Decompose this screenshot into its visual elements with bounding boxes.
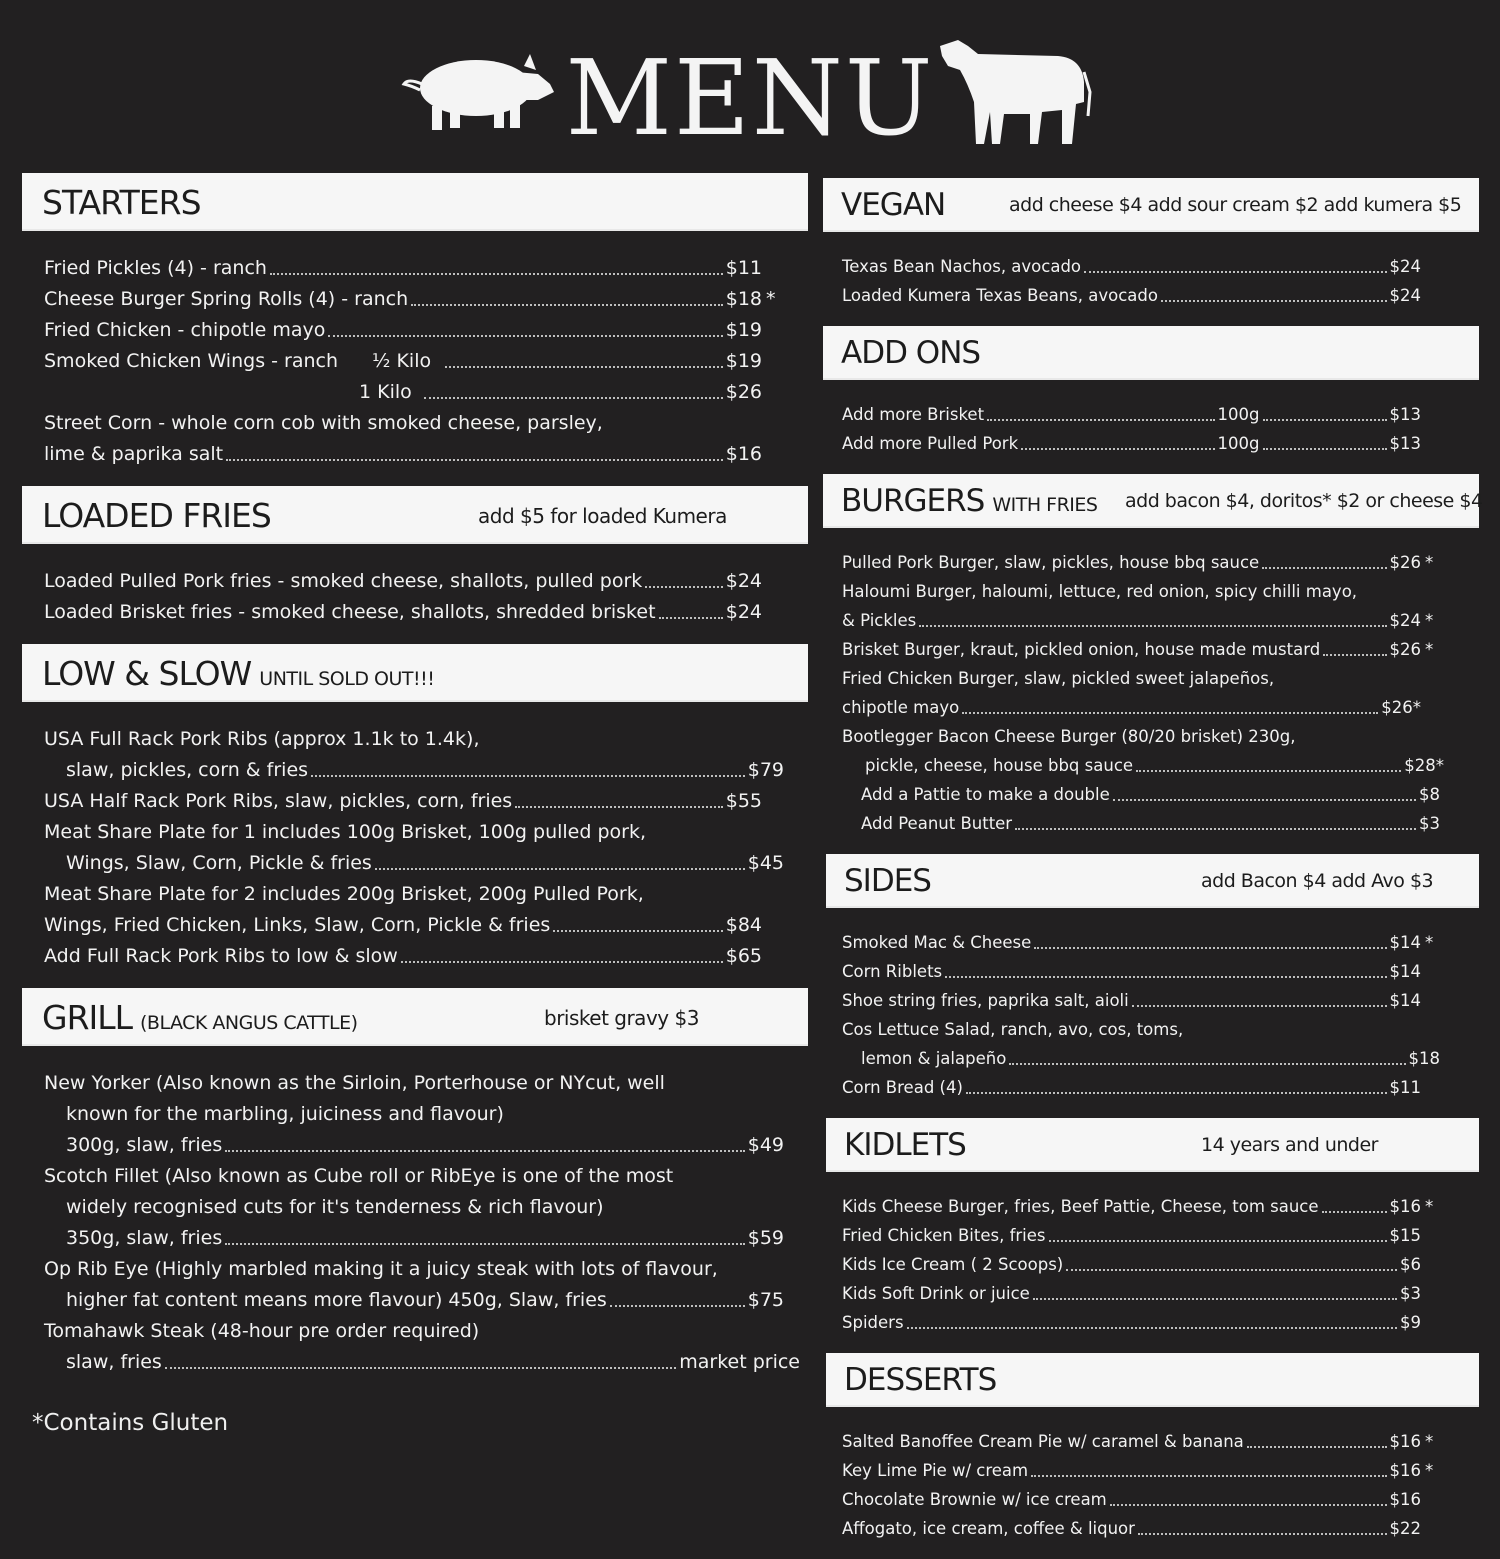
item-name: Add Full Rack Pork Ribs to low & slow	[44, 945, 398, 967]
menu-item	[22, 408, 778, 439]
section-starters	[22, 173, 808, 470]
item-price: $3	[1400, 1284, 1421, 1303]
item-price: $24	[1389, 286, 1421, 305]
item-list	[823, 1427, 1479, 1543]
section-banner	[823, 326, 1479, 380]
section-banner	[22, 486, 808, 544]
leader-dots	[645, 586, 722, 588]
item-name: Kids Ice Cream ( 2 Scoops)	[842, 1255, 1064, 1274]
menu-item	[22, 284, 778, 315]
item-list	[823, 252, 1479, 310]
item-name: Key Lime Pie w/ cream	[842, 1461, 1029, 1480]
item-list	[22, 1068, 808, 1378]
item-name: & Pickles	[842, 611, 917, 630]
item-name: Kids Cheese Burger, fries, Beef Pattie, Cheese, tom sauce	[842, 1197, 1319, 1216]
menu-item	[823, 986, 1437, 1015]
item-price: $24	[1389, 611, 1421, 630]
leader-dots	[987, 419, 1214, 421]
leader-dots	[1323, 654, 1386, 656]
item-name: chipotle mayo	[842, 698, 960, 717]
item-price: $13	[1389, 405, 1421, 424]
item-price: $8	[1419, 785, 1440, 804]
menu-item	[823, 635, 1437, 664]
item-list	[22, 253, 808, 470]
item-price: $26	[1389, 640, 1421, 659]
section-note: 14 years and under	[1201, 1134, 1378, 1156]
section-title: LOADED FRIES	[42, 496, 271, 535]
section-loaded-fries	[22, 486, 808, 628]
menu-item	[823, 606, 1437, 635]
menu-item	[823, 957, 1437, 986]
leader-dots	[1161, 300, 1387, 302]
item-quantity: 100g	[1217, 434, 1260, 453]
item-name: lemon & jalapeño	[861, 1049, 1007, 1068]
menu-item	[823, 1192, 1437, 1221]
leader-dots	[445, 366, 723, 368]
item-name: Shoe string fries, paprika salt, aioli	[842, 991, 1129, 1010]
item-name: Add more Brisket	[842, 405, 985, 424]
section-banner	[22, 988, 808, 1046]
menu-item	[823, 1279, 1437, 1308]
menu-item	[22, 724, 778, 755]
leader-dots	[225, 1243, 745, 1245]
item-name: Loaded Kumera Texas Beans, avocado	[842, 286, 1158, 305]
item-name: Meat Share Plate for 2 includes 200g Brisket, 200g Pulled Pork,	[44, 883, 644, 905]
item-name: known for the marbling, juiciness and flavour)	[66, 1103, 504, 1125]
section-subtitle: (BLACK ANGUS CATTLE)	[140, 1012, 358, 1034]
leader-dots	[553, 930, 722, 932]
item-price: $18	[725, 288, 762, 310]
menu-item	[823, 722, 1437, 751]
section-grill	[22, 988, 808, 1378]
menu-item	[22, 817, 778, 848]
item-price: $24	[725, 601, 762, 623]
item-quantity: ½ Kilo	[372, 350, 432, 372]
item-price: $16	[1389, 1461, 1421, 1480]
menu-item	[22, 1099, 800, 1130]
pig-icon	[398, 44, 558, 134]
menu-item	[22, 597, 778, 628]
menu-item	[823, 1044, 1456, 1073]
item-name: pickle, cheese, house bbq sauce	[865, 756, 1134, 775]
item-name: New Yorker (Also known as the Sirloin, Porterhouse or NYcut, well	[44, 1072, 665, 1094]
section-banner	[826, 1353, 1479, 1407]
item-price: $11	[1389, 1078, 1421, 1097]
item-list	[823, 400, 1479, 458]
section-title: ADD ONS	[841, 335, 981, 371]
item-price: $3	[1419, 814, 1440, 833]
item-name: Op Rib Eye (Highly marbled making it a juicy steak with lots of flavour,	[44, 1258, 718, 1280]
item-name: slaw, pickles, corn & fries	[66, 759, 309, 781]
section-note: brisket gravy $3	[544, 1006, 699, 1030]
item-list	[22, 724, 808, 972]
item-price: $15	[1389, 1226, 1421, 1245]
section-note: add bacon $4, doritos* $2 or cheese $4	[1125, 490, 1483, 512]
menu-item	[22, 786, 778, 817]
gluten-star: *	[1425, 1461, 1434, 1480]
item-name: Wings, Slaw, Corn, Pickle & fries	[66, 852, 372, 874]
menu-item	[22, 1192, 800, 1223]
leader-dots	[311, 775, 745, 777]
item-name: 350g, slaw, fries	[66, 1227, 223, 1249]
section-title: STARTERS	[42, 183, 201, 222]
item-price: $6	[1400, 1255, 1421, 1274]
item-price: $55	[725, 790, 762, 812]
item-list	[823, 1192, 1479, 1337]
section-title: BURGERS	[841, 483, 985, 519]
item-list	[823, 928, 1479, 1102]
leader-dots	[1031, 1475, 1386, 1477]
section-kidlets	[823, 1118, 1479, 1337]
leader-dots	[1136, 770, 1401, 772]
gluten-star: *	[1425, 1197, 1434, 1216]
menu-item	[22, 941, 778, 972]
gluten-footnote: *Contains Gluten	[32, 1410, 229, 1436]
leader-dots	[1110, 1504, 1387, 1506]
item-name: Bootlegger Bacon Cheese Burger (80/20 brisket) 230g,	[842, 727, 1296, 746]
item-name: Add a Pattie to make a double	[861, 785, 1110, 804]
menu-item	[823, 809, 1456, 838]
item-price: $26*	[1381, 698, 1421, 717]
menu-item	[22, 346, 778, 377]
section-burgers	[823, 474, 1483, 838]
leader-dots	[1322, 1211, 1387, 1213]
section-banner	[826, 854, 1479, 908]
section-banner	[22, 173, 808, 231]
menu-item	[22, 1130, 800, 1161]
section-title: DESSERTS	[844, 1362, 997, 1398]
leader-dots	[1113, 799, 1416, 801]
menu-item	[823, 400, 1437, 429]
menu-item	[22, 1068, 778, 1099]
item-price: $13	[1389, 434, 1421, 453]
menu-item	[823, 281, 1437, 310]
section-title: GRILL	[42, 998, 133, 1037]
menu-item	[22, 1347, 800, 1378]
item-price: $22	[1389, 1519, 1421, 1538]
item-name: Haloumi Burger, haloumi, lettuce, red onion, spicy chilli mayo,	[842, 582, 1358, 601]
leader-dots	[165, 1367, 676, 1369]
item-name: 300g, slaw, fries	[66, 1134, 223, 1156]
item-price: $79	[747, 759, 784, 781]
section-add-ons	[823, 326, 1479, 458]
section-note: add cheese $4 add sour cream $2 add kumera $5	[1009, 194, 1462, 216]
item-name: Add Peanut Butter	[861, 814, 1013, 833]
menu-item	[823, 548, 1437, 577]
menu-item	[823, 1308, 1437, 1337]
item-price: $14	[1389, 991, 1421, 1010]
menu-item	[823, 1250, 1437, 1279]
item-name: lime & paprika salt	[44, 443, 224, 465]
leader-dots	[401, 961, 723, 963]
right-column	[823, 173, 1483, 1559]
menu-item	[823, 1221, 1437, 1250]
menu-item	[22, 879, 778, 910]
menu-item	[22, 439, 778, 470]
menu-item	[22, 1285, 800, 1316]
section-low-slow	[22, 644, 808, 972]
item-price: $16	[725, 443, 762, 465]
section-note: add Bacon $4 add Avo $3	[1201, 870, 1434, 892]
item-price: $16	[1389, 1490, 1421, 1509]
menu-item	[823, 693, 1437, 722]
menu-item	[22, 1254, 778, 1285]
item-name: Cos Lettuce Salad, ranch, avo, cos, toms,	[842, 1020, 1184, 1039]
item-quantity: 100g	[1217, 405, 1260, 424]
leader-dots	[966, 1092, 1387, 1094]
section-subtitle: WITH FRIES	[992, 494, 1098, 516]
item-price: $19	[725, 350, 762, 372]
leader-dots	[1263, 419, 1387, 421]
leader-dots	[610, 1305, 745, 1307]
leader-dots	[1049, 1240, 1387, 1242]
leader-dots	[1066, 1269, 1397, 1271]
leader-dots	[919, 625, 1386, 627]
menu-item	[22, 1316, 778, 1347]
item-price: $14	[1389, 933, 1421, 952]
section-sides	[823, 854, 1479, 1102]
item-price: $65	[725, 945, 762, 967]
item-name: Brisket Burger, kraut, pickled onion, house made mustard	[842, 640, 1321, 659]
menu-item	[823, 664, 1437, 693]
menu-item	[823, 780, 1456, 809]
cow-icon	[938, 32, 1098, 152]
leader-dots	[907, 1327, 1397, 1329]
item-price: $49	[747, 1134, 784, 1156]
menu-title: MENU	[565, 37, 935, 159]
menu-item	[823, 751, 1460, 780]
leader-dots	[1034, 947, 1386, 949]
gluten-star: *	[1425, 611, 1434, 630]
leader-dots	[1138, 1533, 1387, 1535]
menu-item	[22, 910, 778, 941]
item-name: Loaded Brisket fries - smoked cheese, shallots, shredded brisket	[44, 601, 656, 623]
left-column	[22, 173, 808, 1394]
leader-dots	[226, 459, 723, 461]
item-price: $18	[1408, 1049, 1440, 1068]
item-name: Street Corn - whole corn cob with smoked cheese, parsley,	[44, 412, 603, 434]
item-name: Scotch Fillet (Also known as Cube roll or RibEye is one of the most	[44, 1165, 674, 1187]
menu-header	[0, 20, 1500, 160]
leader-dots	[1015, 828, 1416, 830]
item-quantity: 1 Kilo	[359, 381, 412, 403]
menu-item	[22, 315, 778, 346]
item-list	[823, 548, 1479, 838]
menu-item	[22, 848, 800, 879]
item-name: Corn Bread (4)	[842, 1078, 963, 1097]
gluten-star: *	[1425, 933, 1434, 952]
menu-item	[823, 1073, 1437, 1102]
item-name: Fried Chicken - chipotle mayo	[44, 319, 326, 341]
section-banner	[22, 644, 808, 702]
menu-item	[22, 1223, 800, 1254]
leader-dots	[1132, 1005, 1387, 1007]
leader-dots	[328, 335, 722, 337]
menu-item	[823, 1015, 1437, 1044]
item-name: Cheese Burger Spring Rolls (4) - ranch	[44, 288, 409, 310]
leader-dots	[411, 304, 723, 306]
gluten-star: *	[1425, 553, 1434, 572]
item-name: Affogato, ice cream, coffee & liquor	[842, 1519, 1135, 1538]
item-price: $16	[1389, 1432, 1421, 1451]
menu-item	[22, 1161, 778, 1192]
section-title: SIDES	[844, 863, 931, 899]
item-name: higher fat content means more flavour) 450g, Slaw, fries	[66, 1289, 607, 1311]
section-vegan	[823, 178, 1479, 310]
menu-item	[22, 566, 778, 597]
item-name: Smoked Chicken Wings - ranch	[44, 350, 339, 372]
item-name: Add more Pulled Pork	[842, 434, 1019, 453]
menu-item	[823, 429, 1437, 458]
item-name: Pulled Pork Burger, slaw, pickles, house bbq sauce	[842, 553, 1260, 572]
leader-dots	[1021, 448, 1214, 450]
item-price: $26	[725, 381, 762, 403]
leader-dots	[1084, 271, 1386, 273]
item-name: Chocolate Brownie w/ ice cream	[842, 1490, 1107, 1509]
menu-item	[22, 755, 800, 786]
leader-dots	[515, 806, 723, 808]
leader-dots	[270, 273, 723, 275]
leader-dots	[225, 1150, 745, 1152]
leader-dots	[375, 868, 745, 870]
section-banner	[823, 178, 1479, 232]
leader-dots	[945, 976, 1386, 978]
item-name: Fried Pickles (4) - ranch	[44, 257, 267, 279]
leader-dots	[1263, 448, 1387, 450]
section-title: KIDLETS	[844, 1127, 966, 1163]
item-price: $45	[747, 852, 784, 874]
gluten-star: *	[1425, 640, 1434, 659]
leader-dots	[659, 617, 723, 619]
item-name: Kids Soft Drink or juice	[842, 1284, 1030, 1303]
leader-dots	[1262, 567, 1386, 569]
item-name: widely recognised cuts for it's tenderness & rich flavour)	[66, 1196, 604, 1218]
item-name: Fried Chicken Burger, slaw, pickled sweet jalapeños,	[842, 669, 1275, 688]
item-name: USA Half Rack Pork Ribs, slaw, pickles, corn, fries	[44, 790, 513, 812]
item-name: Corn Riblets	[842, 962, 943, 981]
item-name: Smoked Mac & Cheese	[842, 933, 1032, 952]
item-price: market price	[679, 1351, 800, 1373]
item-price: $14	[1389, 962, 1421, 981]
section-title: VEGAN	[841, 187, 946, 223]
item-name: Texas Bean Nachos, avocado	[842, 257, 1082, 276]
item-name: Meat Share Plate for 1 includes 100g Brisket, 100g pulled pork,	[44, 821, 646, 843]
item-price: $59	[747, 1227, 784, 1249]
gluten-star: *	[1425, 1432, 1434, 1451]
item-name: Loaded Pulled Pork fries - smoked cheese, shallots, pulled pork	[44, 570, 643, 592]
item-price: $24	[1389, 257, 1421, 276]
item-list	[22, 566, 808, 628]
item-name: Spiders	[842, 1313, 904, 1332]
section-subtitle: UNTIL SOLD OUT!!!	[259, 668, 435, 690]
menu-item	[823, 252, 1437, 281]
leader-dots	[1009, 1063, 1405, 1065]
menu-item	[823, 577, 1437, 606]
menu-item	[823, 1427, 1437, 1456]
item-name: Tomahawk Steak (48-hour pre order required)	[44, 1320, 480, 1342]
leader-dots	[962, 712, 1378, 714]
section-banner	[823, 474, 1483, 528]
menu-item	[22, 377, 778, 408]
item-name: slaw, fries	[66, 1351, 162, 1373]
item-price: $26	[1389, 553, 1421, 572]
item-price: $28*	[1404, 756, 1444, 775]
menu-item	[823, 1514, 1437, 1543]
item-price: $75	[747, 1289, 784, 1311]
section-desserts	[823, 1353, 1479, 1543]
item-price: $84	[725, 914, 762, 936]
item-name: USA Full Rack Pork Ribs (approx 1.1k to 1.4k),	[44, 728, 480, 750]
leader-dots	[1033, 1298, 1397, 1300]
item-price: $9	[1400, 1313, 1421, 1332]
section-note: add $5 for loaded Kumera	[478, 504, 727, 528]
item-name: Fried Chicken Bites, fries	[842, 1226, 1046, 1245]
section-title: LOW & SLOW	[42, 654, 252, 693]
item-price: $24	[725, 570, 762, 592]
menu-item	[823, 1456, 1437, 1485]
leader-dots	[424, 397, 723, 399]
item-price: $16	[1389, 1197, 1421, 1216]
menu-item	[823, 928, 1437, 957]
leader-dots	[1247, 1446, 1387, 1448]
item-price: $19	[725, 319, 762, 341]
item-name: Salted Banoffee Cream Pie w/ caramel & banana	[842, 1432, 1244, 1451]
section-banner	[826, 1118, 1479, 1172]
menu-item	[22, 253, 778, 284]
item-name: Wings, Fried Chicken, Links, Slaw, Corn, Pickle & fries	[44, 914, 551, 936]
gluten-star: *	[766, 288, 776, 310]
item-price: $11	[725, 257, 762, 279]
